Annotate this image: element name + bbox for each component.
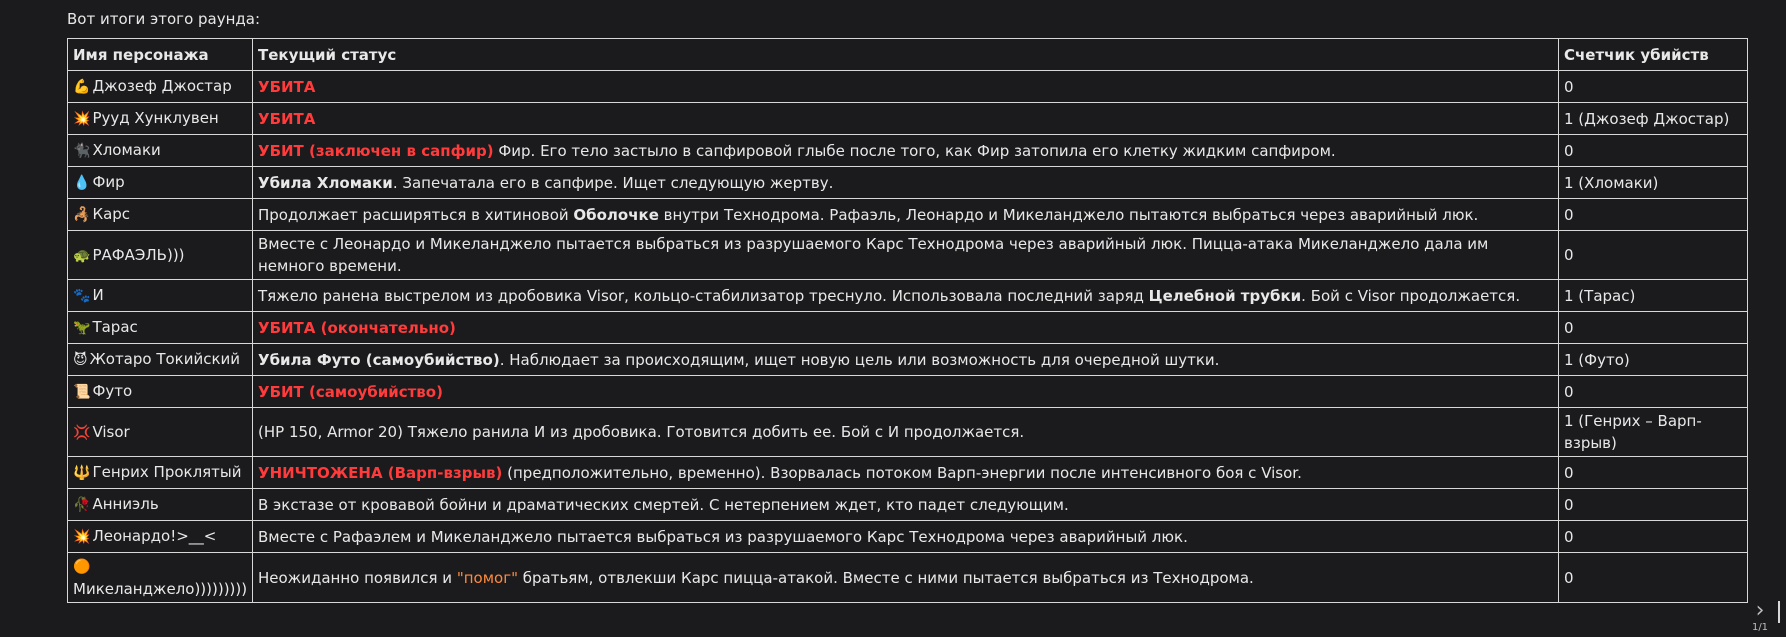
text-cursor [1778,601,1780,623]
page-indicator: 1/1 [1751,622,1769,633]
table-row [68,103,1748,135]
status-cell [253,344,1559,376]
status-text: братьям, отвлекши Карс пицца-атакой. Вместе с ними пытается выбраться из Технодрома. [517,568,1254,587]
table-row [68,376,1748,408]
character-emoji-icon: 💥 [73,111,91,127]
kill-count-cell: 0 [1559,553,1748,603]
status-text: (HP 150, Armor 20) Тяжело ранила И из дробовика. Готовится добить ее. Бой с И продолжается. [258,423,1025,441]
table-row [68,280,1748,312]
status-cell [253,71,1559,103]
character-emoji-icon: 💢 [73,424,91,441]
kill-count-cell: 1 (Джозеф Джостар) [1559,103,1748,135]
status-cell [253,280,1559,312]
pager[interactable] [1748,600,1772,634]
status-cell [253,553,1559,603]
status-badge: УБИТ (самоубийство) [258,382,443,401]
character-name: Хломаки [92,141,161,159]
kill-count-cell: 1 (Хломаки) [1559,167,1748,199]
character-emoji-icon: 💪 [73,79,91,95]
kill-count-cell: 0 [1559,457,1748,489]
character-name: Джозеф Джостар [92,77,232,95]
table-row [68,521,1748,553]
status-cell [253,167,1559,199]
table-row [68,489,1748,521]
status-text: Вместе с Рафаэлем и Микеланджело пытается выбраться из разрушаемого Карс Технодрома через аварийный люк. [258,527,1188,546]
results-table [67,38,1748,603]
character-name-cell [68,135,253,167]
next-arrow-icon[interactable]: › [1755,598,1765,623]
character-name-cell [68,312,253,344]
table-row [68,457,1748,489]
table-row [68,167,1748,199]
status-badge: УБИТА [258,109,316,128]
status-cell [253,489,1559,521]
status-text: . Наблюдает за происходящим, ищет новую цель или возможность для очередной шутки. [499,350,1220,369]
character-name-cell [68,457,253,489]
status-cell [253,376,1559,408]
character-emoji-icon: 🦖 [73,320,91,336]
character-name-cell [68,553,253,603]
character-name: Жотаро Токийский [89,350,241,368]
character-name-cell [68,71,253,103]
status-text: Убила Футо (самоубийство) [258,350,500,369]
character-name: Футо [92,382,133,400]
character-emoji-icon: 🐈‍⬛ [73,143,91,159]
table-row [68,199,1748,231]
character-emoji-icon: 🔱 [73,465,91,481]
status-text: Фир. Его тело застыло в сапфировой глыбе после того, как Фир затопила его клетку жидким сапфиром. [493,141,1336,160]
status-text: Неожиданно появился и [258,568,457,587]
status-cell [253,135,1559,167]
kill-count-cell: 0 [1559,312,1748,344]
character-name: И [92,286,104,304]
status-text: Вместе с Леонардо и Микеланджело пытается выбраться из разрушаемого Карс Технодрома через аварийный люк. Пицца-атака Микеланджело дала им немного времени. [258,235,1489,275]
character-name-cell [68,408,253,457]
kill-count-cell: 1 (Генрих – Варп-взрыв) [1559,408,1748,457]
header-kill-count: Счетчик убийств [1559,39,1748,71]
character-emoji-icon: 😈 [73,352,88,368]
character-name-cell [68,103,253,135]
table-row [68,553,1748,603]
status-text: Убила Хломаки [258,173,393,192]
table-row [68,231,1748,280]
character-emoji-icon: 📜 [73,384,91,400]
character-name: РАФАЭЛЬ))) [92,245,185,264]
character-name-cell [68,344,253,376]
status-badge: УБИТА [258,77,316,96]
status-cell [253,231,1559,280]
character-name: Фир [92,173,125,191]
character-name: Генрих Проклятый [92,463,242,481]
character-name-cell [68,521,253,553]
table-row [68,135,1748,167]
status-text: . Запечатала его в сапфире. Ищет следующую жертву. [392,173,834,192]
status-text: внутри Технодрома. Рафаэль, Леонардо и Микеланджело пытаются выбраться через аварийный люк. [658,205,1479,224]
kill-count-cell: 0 [1559,376,1748,408]
table-row [68,344,1748,376]
character-name: Микеланджело))))))))) [73,580,248,598]
kill-count-cell: 0 [1559,135,1748,167]
character-name-cell [68,231,253,280]
character-name: Рууд Хунклувен [92,109,219,127]
character-name: Анниэль [92,495,159,513]
table-body [68,71,1748,603]
character-emoji-icon: 💧 [73,175,91,191]
character-emoji-icon: 🦂 [73,207,91,223]
status-badge: УБИТ (заключен в сапфир) [258,141,494,160]
table-header-row [68,39,1748,71]
kill-count-cell: 0 [1559,489,1748,521]
status-badge: УНИЧТОЖЕНА (Варп-взрыв) [258,463,503,482]
character-name: Леонардо!>__< [92,527,217,545]
status-cell [253,199,1559,231]
status-cell [253,103,1559,135]
character-name: Карс [92,205,131,223]
status-text: Оболочке [573,205,659,224]
status-text: В экстазе от кровавой бойни и драматических смертей. С нетерпением ждет, кто падет следующим. [258,495,1069,514]
status-text: Целебной трубки [1148,286,1302,305]
status-cell [253,312,1559,344]
intro-text: Вот итоги этого раунда: [67,10,261,28]
table-row [68,312,1748,344]
status-cell [253,408,1559,457]
table-row [68,408,1748,457]
character-name-cell [68,376,253,408]
status-text: "помог" [456,568,518,587]
character-emoji-icon: 🐾 [73,288,91,304]
header-character-name: Имя персонажа [68,39,253,71]
character-emoji-icon: 🟠 [73,559,91,575]
character-name: Тарас [92,318,138,336]
status-cell [253,521,1559,553]
status-text: Тяжело ранена выстрелом из дробовика Visor, кольцо-стабилизатор треснуло. Использовала последний заряд [258,286,1149,305]
status-text: . Бой с Visor продолжается. [1301,286,1521,305]
character-name: Visor [92,422,130,441]
kill-count-cell: 0 [1559,199,1748,231]
status-text: Продолжает расширяться в хитиновой [258,205,574,224]
character-emoji-icon: 🥀 [73,497,91,513]
kill-count-cell: 0 [1559,71,1748,103]
character-name-cell [68,489,253,521]
character-name-cell [68,280,253,312]
character-name-cell [68,167,253,199]
header-current-status: Текущий статус [253,39,1559,71]
character-emoji-icon: 🐢 [73,247,91,264]
table-row [68,71,1748,103]
status-badge: УБИТА (окончательно) [258,318,456,337]
character-name-cell [68,199,253,231]
kill-count-cell: 1 (Тарас) [1559,280,1748,312]
chat-message [67,8,1747,603]
kill-count-cell: 1 (Футо) [1559,344,1748,376]
status-text: (предположительно, временно). Взорвалась потоком Варп-энергии после интенсивного боя с Visor. [502,463,1302,482]
status-cell [253,457,1559,489]
kill-count-cell: 0 [1559,231,1748,280]
kill-count-cell: 0 [1559,521,1748,553]
character-emoji-icon: 💥 [73,529,91,545]
